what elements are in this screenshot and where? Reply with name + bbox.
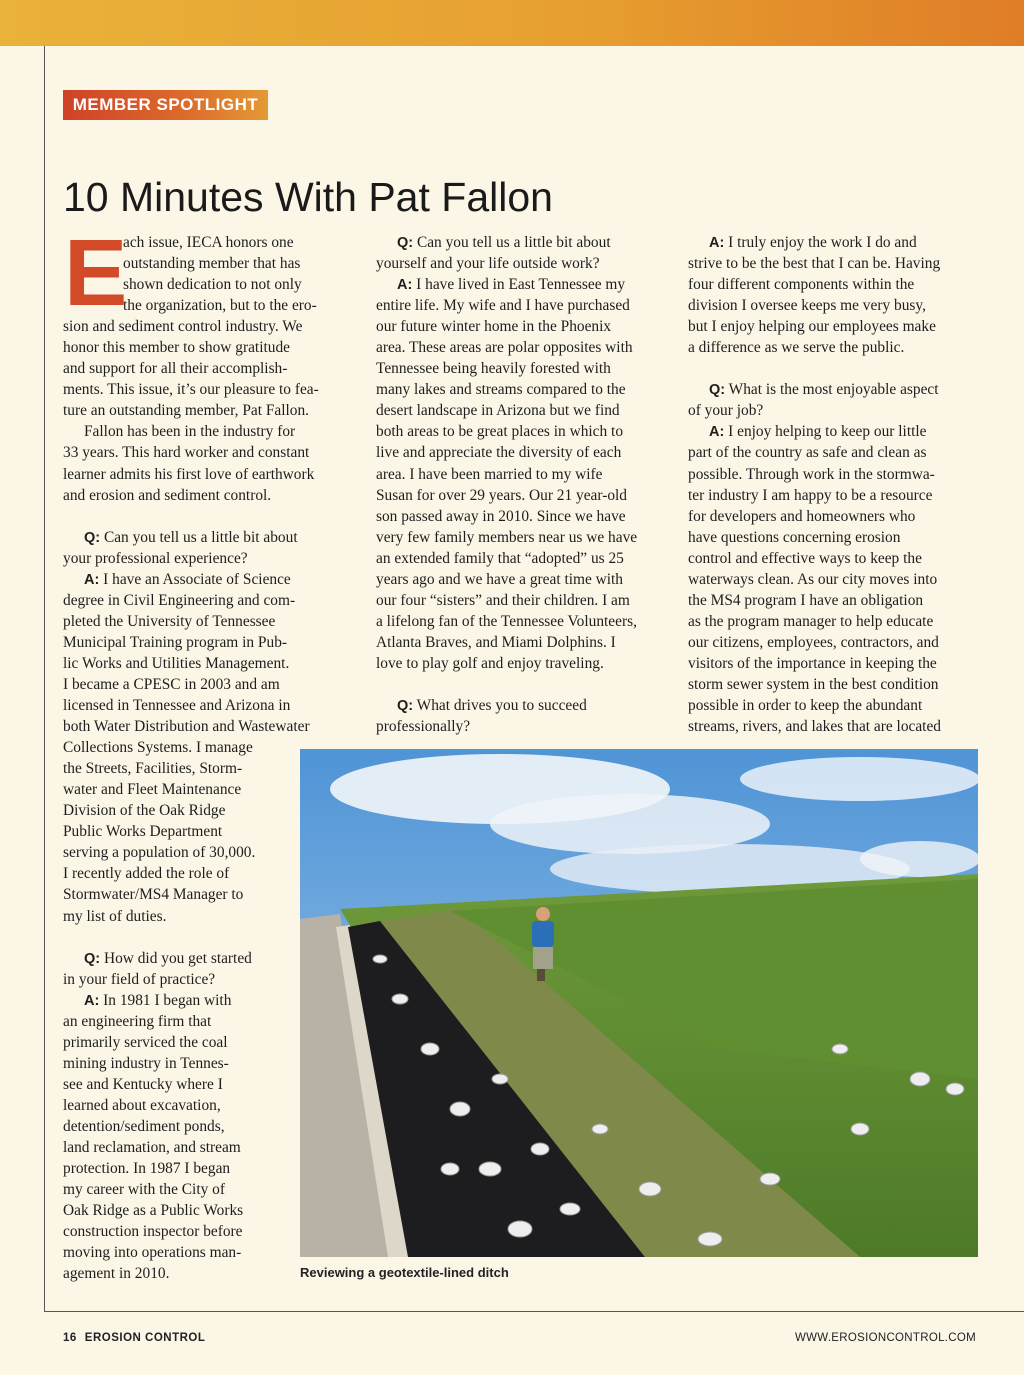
text-line: Q: Can you tell us a little bit about bbox=[397, 234, 611, 251]
text-line: ture an outstanding member, Pat Fallon. bbox=[63, 402, 310, 420]
text-line: A: In 1981 I began with bbox=[84, 991, 232, 1009]
text-line: our future winter home in the Phoenix bbox=[376, 318, 612, 336]
text-line: see and Kentucky where I bbox=[63, 1075, 223, 1093]
text-line: both Water Distribution and Wastewater bbox=[63, 718, 310, 736]
text-line: both areas to be great places in which to bbox=[376, 423, 624, 441]
text-line: my career with the City of bbox=[63, 1181, 225, 1199]
text-line: licensed in Tennessee and Arizona in bbox=[63, 697, 291, 715]
text-line: possible in order to keep the abundant bbox=[688, 697, 923, 715]
text-line: protection. In 1987 I began bbox=[63, 1160, 231, 1178]
text-line: have questions concerning erosion bbox=[688, 528, 901, 546]
text-line: a lifelong fan of the Tennessee Volunteers, bbox=[376, 612, 637, 630]
text-line: Municipal Training program in Pub- bbox=[63, 633, 288, 651]
text-line: A: I enjoy helping to keep our little bbox=[709, 423, 927, 441]
text-line: ter industry I am happy to be a resource bbox=[688, 486, 933, 504]
text-line: yourself and your life outside work? bbox=[376, 255, 600, 273]
text-line: years ago and we have a great time with bbox=[376, 570, 624, 588]
text-line: the Streets, Facilities, Storm- bbox=[63, 760, 243, 778]
text-line: live and appreciate the diversity of each bbox=[376, 444, 622, 462]
text-line: sion and sediment control industry. We bbox=[63, 318, 303, 336]
paragraph-gap bbox=[376, 674, 671, 695]
text-line: learner admits his first love of earthwork bbox=[63, 465, 315, 483]
text-line: and support for all their accomplish- bbox=[63, 360, 288, 378]
footer-rule bbox=[44, 1311, 1024, 1312]
text-line: agement in 2010. bbox=[63, 1265, 170, 1283]
text-line: Fallon has been in the industry for bbox=[84, 423, 296, 441]
text-line: waterways clean. As our city moves into bbox=[688, 570, 938, 588]
photo-caption: Reviewing a geotextile-lined ditch bbox=[300, 1265, 509, 1280]
qa-marker: Q: bbox=[84, 529, 101, 546]
magazine-name: EROSION CONTROL bbox=[84, 1332, 206, 1344]
text-line: ments. This issue, it’s our pleasure to fea- bbox=[63, 381, 319, 399]
text-line: streams, rivers, and lakes that are located bbox=[688, 718, 941, 736]
text-line: honor this member to show gratitude bbox=[63, 339, 290, 357]
text-line: Stormwater/MS4 Manager to bbox=[63, 886, 244, 904]
text-line: but I enjoy helping our employees make bbox=[688, 318, 936, 336]
text-line: Public Works Department bbox=[63, 823, 223, 841]
text-line: four different components within the bbox=[688, 276, 915, 294]
drop-cap: E bbox=[64, 220, 128, 326]
text-line: Q: How did you get started bbox=[84, 949, 252, 967]
text-line: A: I truly enjoy the work I do and bbox=[709, 234, 917, 251]
text-line: an engineering firm that bbox=[63, 1012, 212, 1030]
article-photo bbox=[300, 749, 978, 1257]
text-line: shown dedication to not only bbox=[123, 276, 302, 294]
text-line: area. I have been married to my wife bbox=[376, 465, 603, 483]
text-line: strive to be the best that I can be. Having bbox=[688, 255, 941, 273]
article-column-2 bbox=[376, 232, 671, 737]
text-line: very few family members near us we have bbox=[376, 528, 638, 546]
website-url: WWW.EROSIONCONTROL.COM bbox=[794, 1332, 976, 1344]
text-line: construction inspector before bbox=[63, 1223, 243, 1241]
text-line: division I oversee keeps me very busy, bbox=[688, 297, 926, 315]
text-line: degree in Civil Engineering and com- bbox=[63, 591, 296, 609]
qa-marker: A: bbox=[709, 424, 725, 441]
ditch-photo-illustration bbox=[300, 749, 978, 1257]
qa-marker: Q: bbox=[84, 950, 101, 967]
text-line: moving into operations man- bbox=[63, 1244, 242, 1262]
text-line: Atlanta Braves, and Miami Dolphins. I bbox=[376, 633, 616, 651]
text-line: Division of the Oak Ridge bbox=[63, 802, 226, 820]
text-line: Q: What is the most enjoyable aspect bbox=[709, 381, 939, 399]
text-line: an extended family that “adopted” us 25 bbox=[376, 549, 624, 567]
text-line: the MS4 program I have an obligation bbox=[688, 591, 924, 609]
text-line: learned about excavation, bbox=[63, 1096, 221, 1114]
text-line: 33 years. This hard worker and constant bbox=[63, 444, 310, 462]
text-line: my list of duties. bbox=[63, 907, 167, 925]
text-line: love to play golf and enjoy traveling. bbox=[376, 654, 604, 672]
qa-marker: Q: bbox=[709, 382, 726, 399]
text-line: of your job? bbox=[688, 402, 764, 420]
text-line: Susan for over 29 years. Our 21 year-old bbox=[376, 486, 627, 504]
text-line: professionally? bbox=[376, 718, 471, 736]
qa-marker: Q: bbox=[397, 698, 414, 715]
text-line: a difference as we serve the public. bbox=[688, 339, 905, 357]
qa-marker: A: bbox=[397, 277, 413, 294]
footer-left bbox=[63, 1332, 205, 1344]
text-line: A: I have an Associate of Science bbox=[84, 570, 291, 588]
text-line: storm sewer system in the best condition bbox=[688, 675, 939, 693]
text-line: entire life. My wife and I have purchased bbox=[376, 297, 630, 315]
text-line: in your field of practice? bbox=[63, 970, 216, 988]
article-title: 10 Minutes With Pat Fallon bbox=[63, 174, 553, 220]
text-line: I became a CPESC in 2003 and am bbox=[63, 675, 280, 693]
text-line: your professional experience? bbox=[63, 549, 248, 567]
text-line: A: I have lived in East Tennessee my bbox=[397, 276, 626, 294]
text-line: visitors of the importance in keeping the bbox=[688, 654, 937, 672]
text-line: detention/sediment ponds, bbox=[63, 1117, 225, 1135]
text-line: possible. Through work in the stormwa- bbox=[688, 465, 935, 483]
text-line: part of the country as safe and clean as bbox=[688, 444, 927, 462]
text-line: Oak Ridge as a Public Works bbox=[63, 1202, 244, 1220]
text-line: I recently added the role of bbox=[63, 865, 230, 883]
text-line: ach issue, IECA honors one bbox=[123, 234, 294, 251]
text-line: land reclamation, and stream bbox=[63, 1139, 241, 1157]
qa-marker: A: bbox=[84, 571, 100, 588]
text-line: Q: What drives you to succeed bbox=[397, 697, 587, 715]
text-line: as the program manager to help educate bbox=[688, 612, 934, 630]
text-line: and erosion and sediment control. bbox=[63, 486, 272, 504]
text-line: Q: Can you tell us a little bit about bbox=[84, 528, 298, 546]
top-color-band bbox=[0, 0, 1024, 46]
text-line: serving a population of 30,000. bbox=[63, 844, 256, 862]
qa-marker: Q: bbox=[397, 235, 414, 251]
text-line: pleted the University of Tennessee bbox=[63, 612, 276, 630]
text-line: son passed away in 2010. Since we have bbox=[376, 507, 626, 525]
qa-marker: A: bbox=[84, 992, 100, 1009]
page-number: 16 bbox=[63, 1332, 77, 1344]
text-line: lic Works and Utilities Management. bbox=[63, 654, 290, 672]
text-line: control and effective ways to keep the bbox=[688, 549, 922, 567]
section-tag: MEMBER SPOTLIGHT bbox=[63, 90, 268, 120]
text-line: many lakes and streams compared to the bbox=[376, 381, 626, 399]
text-line: for developers and homeowners who bbox=[688, 507, 916, 525]
text-line: Tennessee being heavily forested with bbox=[376, 360, 611, 378]
qa-marker: A: bbox=[709, 235, 725, 251]
text-line: desert landscape in Arizona but we find bbox=[376, 402, 620, 420]
paragraph-gap bbox=[63, 506, 353, 527]
left-margin-rule bbox=[44, 46, 45, 1311]
text-line: Collections Systems. I manage bbox=[63, 739, 253, 757]
text-line: primarily serviced the coal bbox=[63, 1033, 228, 1051]
article-column-3 bbox=[688, 232, 980, 737]
text-line: water and Fleet Maintenance bbox=[63, 781, 242, 799]
text-line: our citizens, employees, contractors, and bbox=[688, 633, 939, 651]
paragraph-gap bbox=[688, 358, 980, 379]
text-line: mining industry in Tennes- bbox=[63, 1054, 229, 1072]
text-line: area. These areas are polar opposites with bbox=[376, 339, 633, 357]
text-line: our four “sisters” and their children. I am bbox=[376, 591, 630, 609]
text-line: the organization, but to the ero- bbox=[123, 297, 317, 315]
text-line: outstanding member that has bbox=[123, 255, 301, 273]
